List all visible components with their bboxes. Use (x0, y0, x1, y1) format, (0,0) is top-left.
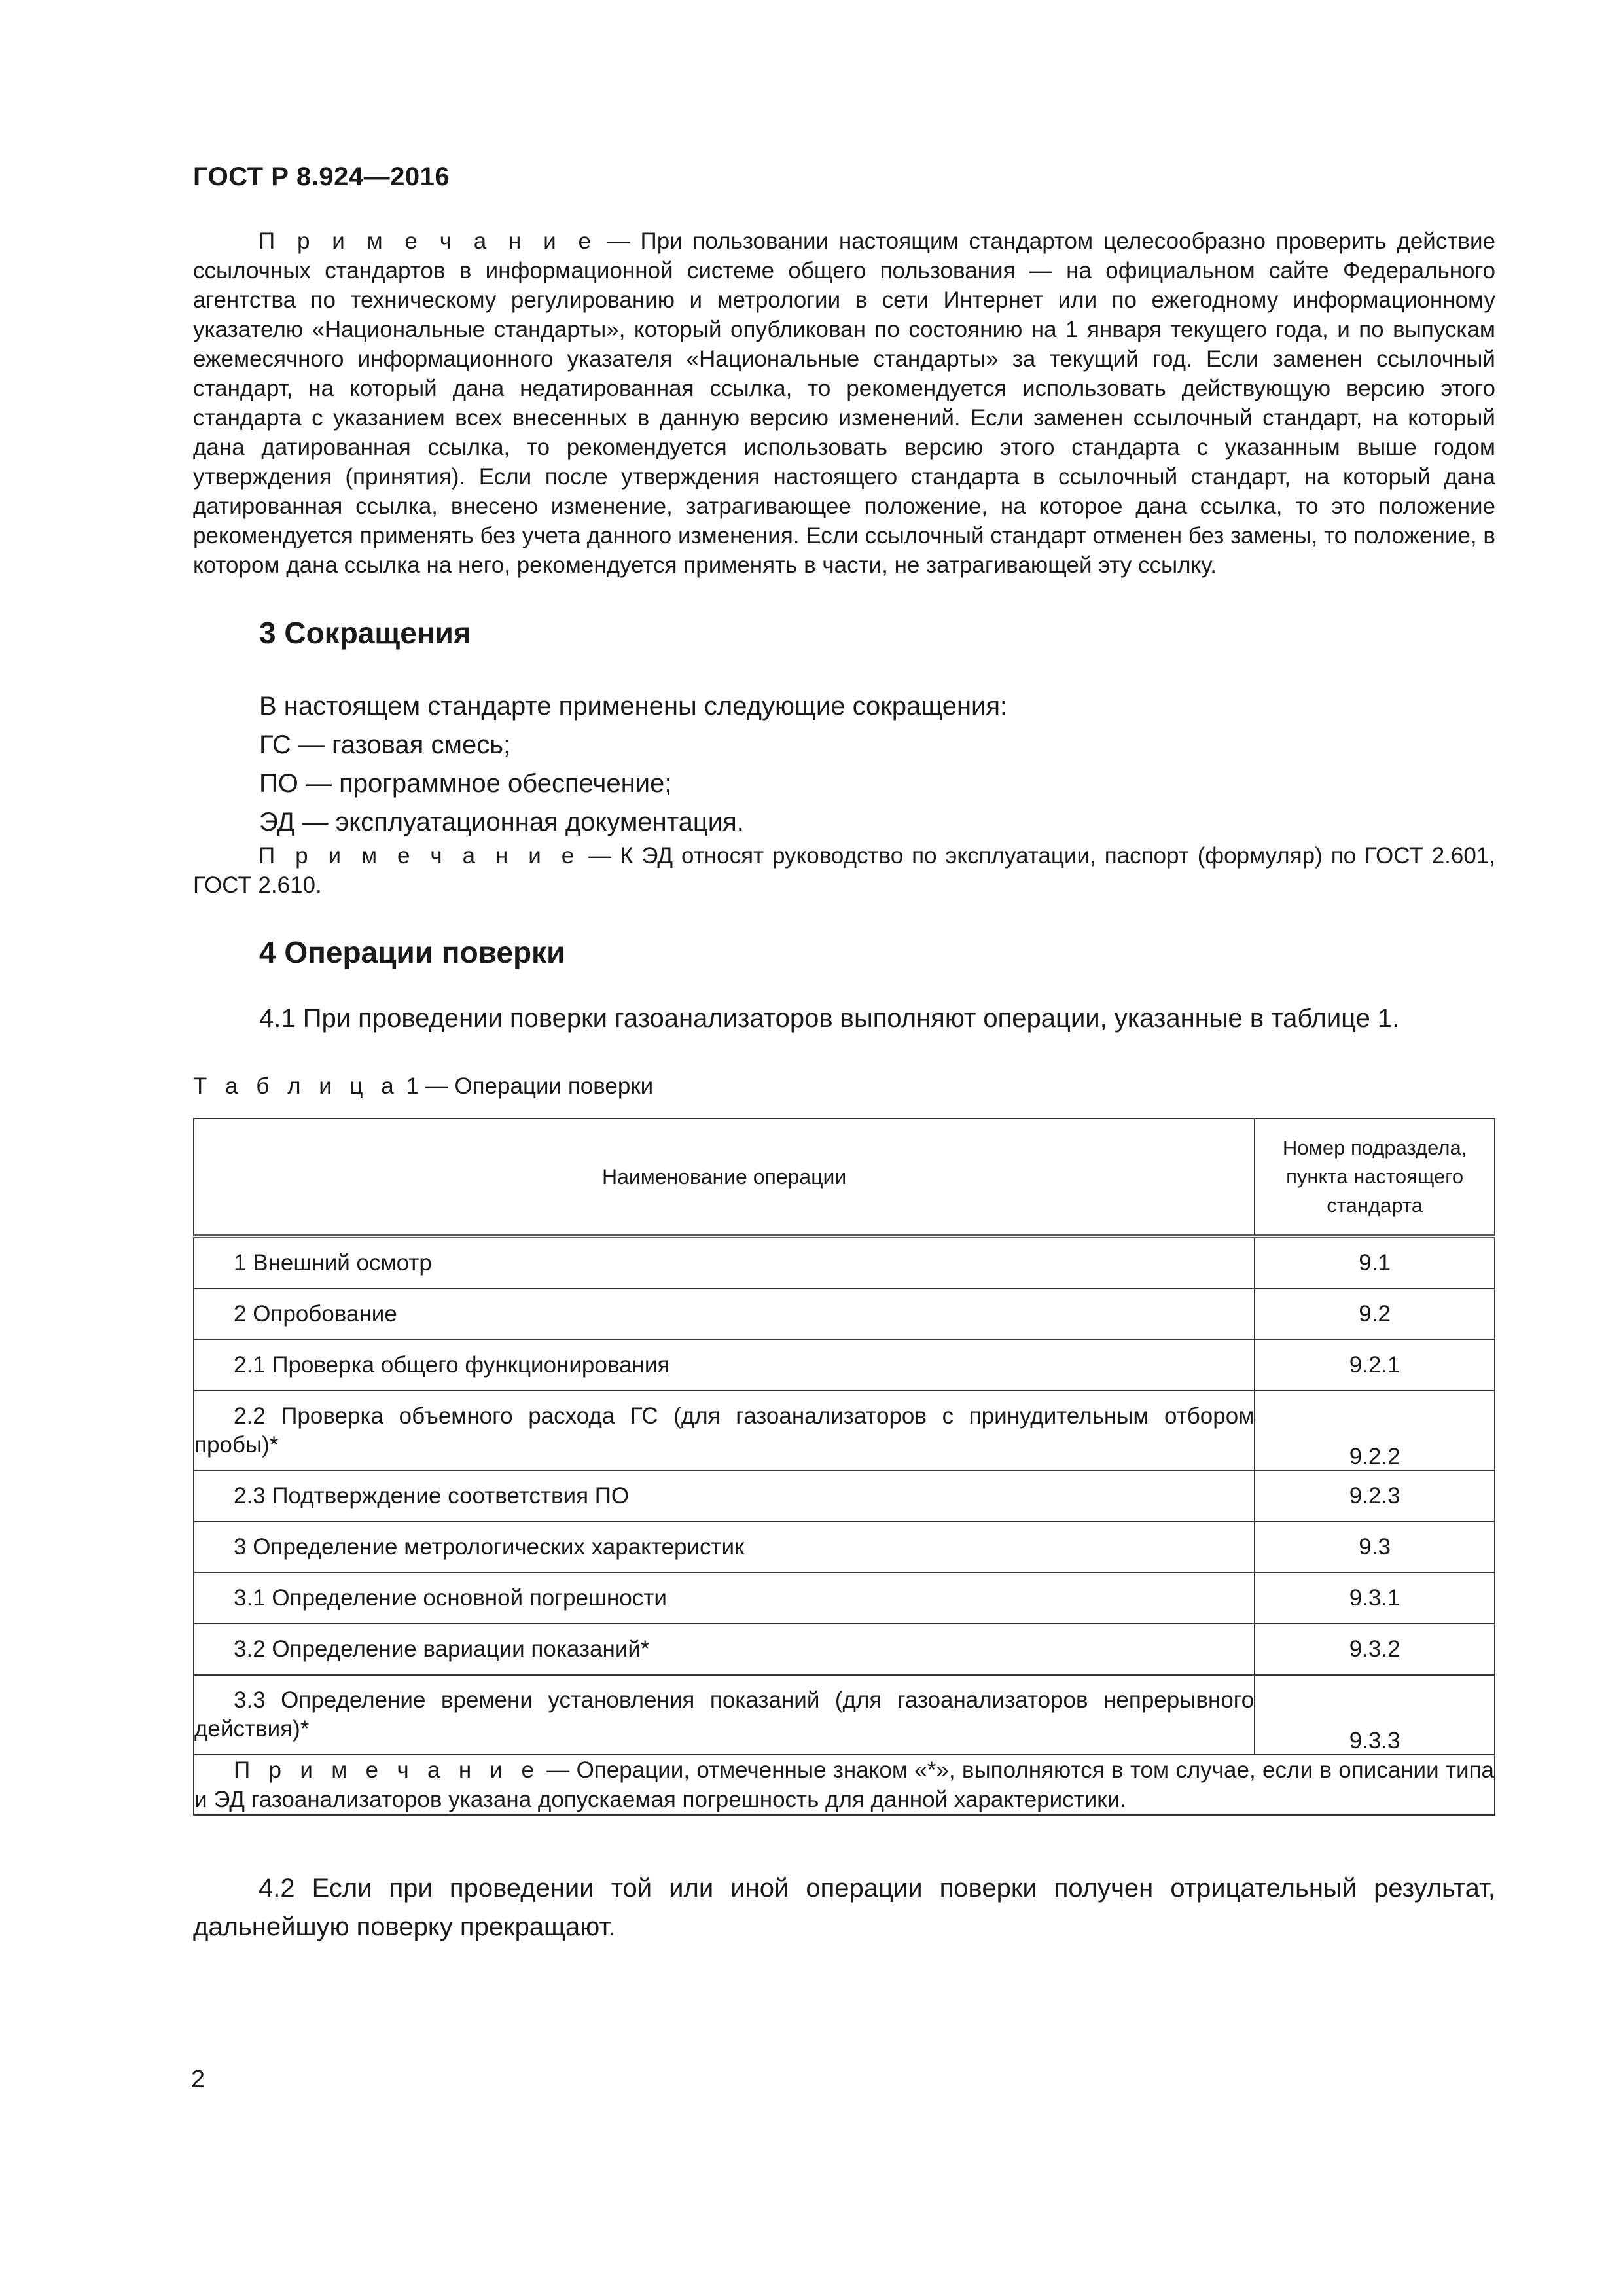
abbreviations-note-paragraph (193, 841, 1495, 900)
table-row (194, 1522, 1495, 1573)
abbreviations-note (193, 841, 1495, 900)
reference-cell: 9.2.1 (1255, 1340, 1495, 1391)
reference-cell: 9.3.1 (1255, 1573, 1495, 1624)
operation-cell (194, 1624, 1255, 1675)
reference-note-paragraph (193, 226, 1495, 580)
abbreviations-intro: В настоящем стандарте применены следующие сокращения: (259, 692, 1008, 721)
table-caption-text: 1 — Операции поверки (399, 1073, 654, 1099)
operation-cell (194, 1522, 1255, 1573)
table-row (194, 1471, 1495, 1522)
table-note-cell (194, 1755, 1495, 1815)
note-label: П р и м е ч а н и е (234, 1757, 540, 1783)
abbreviation-item: ЭД — эксплуатационная документация. (259, 808, 744, 836)
reference-cell: 9.1 (1255, 1236, 1495, 1289)
table-caption-label: Т а б л и ц а (193, 1073, 400, 1099)
operation-text: 2.1 Проверка общего функционирования (234, 1352, 670, 1378)
table-header-reference: Номер подраздела, пункта настоящего стандарта (1255, 1119, 1495, 1236)
note-text: — Операции, отмеченные знаком «*», выполняются в том случае, если в описании типа и ЭД газоанализаторов указана допускаемая погрешность для данной характеристики. (194, 1757, 1495, 1812)
operation-text: 1 Внешний осмотр (234, 1250, 432, 1276)
paragraph-4-2-text: 4.2 Если при проведении той или иной операции поверки получен отрицательный результат, дальнейшую поверку прекращают. (193, 1874, 1495, 1941)
reference-cell: 9.2 (1255, 1289, 1495, 1340)
reference-cell: 9.3.3 (1255, 1675, 1495, 1755)
section-4-title: 4 Операции поверки (259, 935, 565, 969)
operation-cell (194, 1289, 1255, 1340)
note-text: — К ЭД относят руководство по эксплуатации, паспорт (формуляр) по ГОСТ 2.601, ГОСТ 2.610. (193, 843, 1496, 898)
reference-cell: 9.2.3 (1255, 1471, 1495, 1522)
table-row (194, 1573, 1495, 1624)
abbreviation-item: ГС — газовая смесь; (259, 730, 511, 759)
page-number: 2 (191, 2066, 205, 2093)
operations-table (193, 1118, 1495, 1816)
reference-cell: 9.3 (1255, 1522, 1495, 1573)
operation-cell (194, 1573, 1255, 1624)
abbreviation-item: ПО — программное обеспечение; (259, 769, 672, 798)
abbreviations-list (259, 687, 1007, 842)
operation-text: 3.1 Определение основной погрешности (234, 1585, 667, 1611)
reference-cell: 9.2.2 (1255, 1391, 1495, 1471)
reference-cell: 9.3.2 (1255, 1624, 1495, 1675)
paragraph-4-1: 4.1 При проведении поверки газоанализаторов выполняют операции, указанные в таблице 1. (259, 1004, 1400, 1033)
note-label: П р и м е ч а н и е (259, 843, 580, 869)
operation-text: 3.3 Определение времени установления показаний (для газоанализаторов непрерывного действия)* (194, 1687, 1255, 1742)
operation-cell (194, 1236, 1255, 1289)
operation-cell (194, 1675, 1255, 1755)
paragraph-4-2 (193, 1869, 1495, 1946)
table-row (194, 1391, 1495, 1471)
table-note (194, 1755, 1494, 1814)
operation-cell (194, 1340, 1255, 1391)
operation-text: 3.2 Определение вариации показаний* (234, 1636, 650, 1662)
note-label: П р и м е ч а н и е (259, 228, 597, 254)
operation-text: 2 Опробование (234, 1301, 397, 1327)
operation-cell (194, 1471, 1255, 1522)
table-note-row (194, 1755, 1495, 1815)
note-text: — При пользовании настоящим стандартом целесообразно проверить действие ссылочных стандартов в информационной системе общего пользования — на официальном сайте Федерального агентства по техническому регулированию и метрологии в сети Интернет или по ежегодному информационному указателю «Национальные стандарты», который опубликован по состоянию на 1 января текущего года, и по выпускам ежемесячного информационного указателя «Национальные стандарты» за текущий год. Если заменен ссылочный стандарт, на который дана недатированная ссылка, то рекомендуется использовать действующую версию этого стандарта с указанием всех внесенных в данную версию изменений. Если заменен ссылочный стандарт, на который дана датированная ссылка, то рекомендуется использовать версию этого стандарта с указанным выше годом утверждения (принятия). Если после утверждения настоящего стандарта в ссылочный стандарт, на который дана датированная ссылка, внесено изменение, затрагивающее положение, на которое дана ссылка, то это положение рекомендуется применять без учета данного изменения. Если ссылочный стандарт отменен без замены, то положение, в котором дана ссылка на него, рекомендуется применять в части, не затрагивающей эту ссылку. (193, 228, 1495, 578)
table-caption (193, 1073, 653, 1100)
table-header-row (194, 1119, 1495, 1236)
table-row (194, 1675, 1495, 1755)
table-row (194, 1624, 1495, 1675)
operation-cell (194, 1391, 1255, 1471)
document-header: ГОСТ Р 8.924—2016 (193, 162, 450, 191)
table-row (194, 1289, 1495, 1340)
table-row (194, 1236, 1495, 1289)
operation-text: 2.3 Подтверждение соответствия ПО (234, 1483, 630, 1509)
table-header-operation: Наименование операции (194, 1119, 1255, 1236)
section-3-title: 3 Сокращения (259, 616, 471, 650)
reference-note (193, 226, 1495, 580)
operation-text: 2.2 Проверка объемного расхода ГС (для газоанализаторов с принудительным отбором пробы)* (194, 1403, 1255, 1458)
operation-text: 3 Определение метрологических характеристик (234, 1534, 745, 1560)
table-row (194, 1340, 1495, 1391)
